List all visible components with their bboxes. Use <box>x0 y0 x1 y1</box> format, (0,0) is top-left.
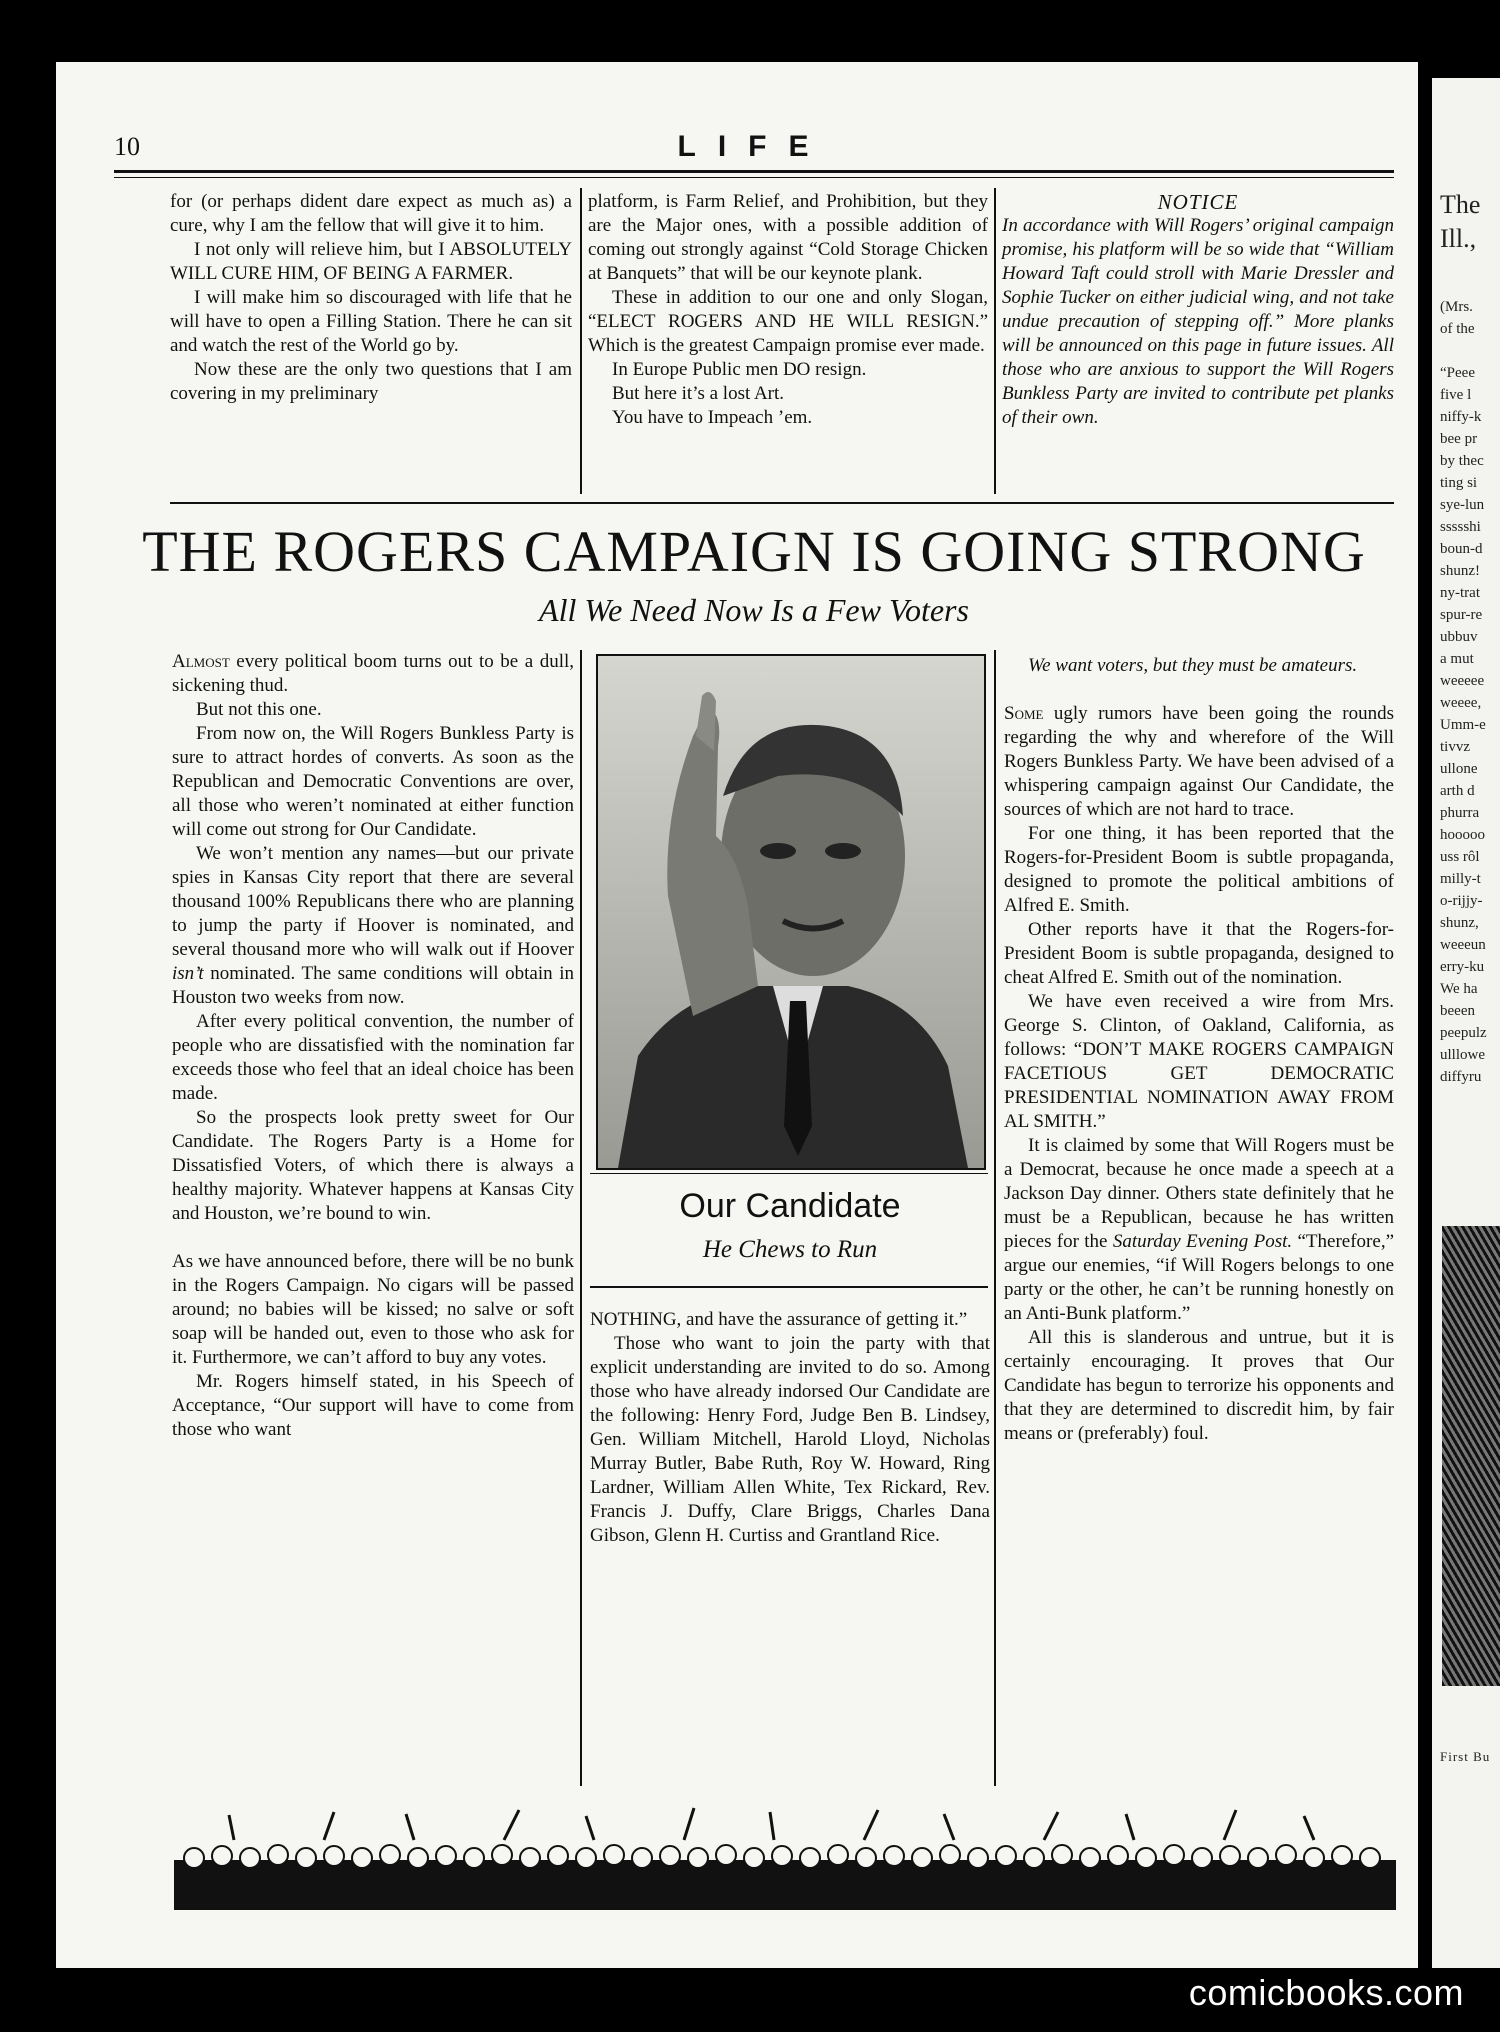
paragraph <box>172 842 574 1010</box>
paragraph: for (or perhaps dident dare expect as much as) a cure, why I am the fellow that will give it to him. <box>170 191 572 236</box>
notice-body: In accordance with Will Rogers’ original campaign promise, his platform will be so wide that “William Howard Taft could stroll with Marie Dressler and Sophie Tucker on either judicial wing, and not take undue precaution of stepping off.” More planks will be announced on this page in future issues. All those who are anxious to support the Will Rogers Bunkless Party are invited to contribute pet planks of their own. <box>1002 215 1394 428</box>
caption-rule <box>590 1173 988 1174</box>
adjacent-text-line: ssssshi <box>1440 519 1481 535</box>
photo-caption-title: Our Candidate <box>679 1187 901 1225</box>
adjacent-text-line: by thec <box>1440 453 1484 469</box>
adjacent-page <box>1432 78 1500 1968</box>
paragraph: From now on, the Will Rogers Bunkless Party is sure to attract hordes of converts. As soon as the Republican and Democratic Conventions are over, all those who weren’t nominated at either function will come out strong for Our Candidate. <box>172 723 574 840</box>
adjacent-text-lines <box>1432 296 1500 1088</box>
adjacent-text-line: diffyru <box>1440 1069 1482 1085</box>
intro-line: We want voters, but they must be amateurs. <box>1028 655 1358 676</box>
middle-column <box>590 1308 990 1548</box>
paragraph <box>172 650 574 698</box>
paragraph: I will make him so discouraged with life that he will have to open a Filling Station. There he can sit and watch the rest of the World go by. <box>170 287 572 356</box>
adjacent-text-line <box>1432 340 1500 362</box>
right-column <box>1004 654 1394 1446</box>
paragraph-text: “Therefore,” argue our enemies, “if Will Rogers belongs to one party or the other, he can’t be running honestly on an Anti-Bunk platform.” <box>1004 1231 1395 1324</box>
adjacent-text-line: ullone <box>1440 761 1478 777</box>
adjacent-text-line: ulllowe <box>1440 1047 1485 1063</box>
adjacent-title-line: Ill., <box>1440 224 1477 253</box>
paragraph: After every political convention, the number of people who are dissatisfied with the nomination far exceeds those who feel that an ideal choice has been made. <box>172 1011 574 1104</box>
paragraph: But not this one. <box>196 699 322 720</box>
notice-title: NOTICE <box>1157 190 1239 214</box>
header-rule <box>114 170 1394 173</box>
paragraph: I not only will relieve him, but I ABSOLUTELY WILL CURE HIM, OF BEING A FARMER. <box>170 239 572 284</box>
article-subhead: All We Need Now Is a Few Voters <box>539 592 969 628</box>
column-divider <box>580 188 582 494</box>
adjacent-text-line: hooooo <box>1440 827 1485 843</box>
caption-bottom-rule <box>590 1286 988 1288</box>
lead-word: Almost <box>172 651 230 672</box>
section-rule <box>170 502 1394 504</box>
adjacent-text-line: five l <box>1440 387 1472 403</box>
adjacent-text-line: tivvz <box>1440 739 1470 755</box>
adjacent-text-line: shunz, <box>1440 915 1479 931</box>
adjacent-caption: First Bu <box>1440 1749 1491 1764</box>
column-divider <box>580 650 582 1786</box>
candidate-photo <box>596 654 986 1170</box>
adjacent-title-line: The <box>1440 190 1481 219</box>
top-column-1 <box>170 190 572 406</box>
adjacent-text-line: spur-re <box>1440 607 1483 623</box>
adjacent-text-line: beeen <box>1440 1003 1475 1019</box>
paragraph: platform, is Farm Relief, and Prohibition, but they are the Major ones, with a possible addition of coming out strongly against “Cold Storage Chicken at Banquets” that will be our keynote plank. <box>588 191 988 284</box>
paragraph <box>1004 1134 1394 1326</box>
paragraph: NOTHING, and have the assurance of getting it.” <box>590 1309 968 1330</box>
adjacent-text-line: weeee, <box>1440 695 1482 711</box>
paragraph: You have to Impeach ’em. <box>612 407 813 428</box>
paragraph: Other reports have it that the Rogers-for-President Boom is subtle propaganda, designed to cheat Alfred E. Smith out of the nomination. <box>1004 919 1394 988</box>
emphasis: isn’t <box>172 963 204 984</box>
paragraph <box>1004 702 1394 822</box>
left-column <box>172 650 574 1442</box>
paragraph: All this is slanderous and untrue, but it is certainly encouraging. It proves that Our Candidate has begun to terrorize his opponents and that they are determined to discredit him, by fair means or (preferably) foul. <box>1004 1327 1394 1444</box>
paragraph-text: every political boom turns out to be a dull, sickening thud. <box>172 651 574 696</box>
top-column-2 <box>588 190 988 430</box>
adjacent-text-line: a mut <box>1440 651 1474 667</box>
watermark: comicbooks.com <box>1188 1972 1464 2013</box>
paragraph-text: nominated. The same conditions will obtain in Houston two weeks from now. <box>172 963 574 1008</box>
paragraph: We have even received a wire from Mrs. George S. Clinton, of Oakland, California, as follows: “DON’T MAKE ROGERS CAMPAIGN FACETIOUS GET DEMOCRATIC PRESIDENTIAL NOMINATION AWAY FROM AL SMITH.” <box>1004 991 1394 1132</box>
adjacent-text-line: niffy-k <box>1440 409 1482 425</box>
adjacent-text-line: o-rijjy- <box>1440 893 1483 909</box>
page-header <box>114 130 1394 170</box>
paragraph: Those who want to join the party with that explicit understanding are invited to do so. Among those who have already indorsed Our Candidate are the following: Henry Ford, Judge Ben B. Lindsey, Gen. William Mitchell, Harold Lloyd, Nicholas Murray Butler, Babe Ruth, Roy W. Howard, Ring Lardner, William Allen White, Tex Rickard, Rev. Francis J. Duffy, Clare Briggs, Charles Dana Gibson, Glenn H. Curtiss and Grantland Rice. <box>590 1333 990 1546</box>
publication-name: Saturday Evening Post. <box>1112 1231 1293 1252</box>
adjacent-text-line: arth d <box>1440 783 1475 799</box>
cheering-crowd-illustration <box>174 1800 1396 1910</box>
paragraph: These in addition to our one and only Slogan, “ELECT ROGERS AND HE WILL RESIGN.” Which is the greatest Campaign promise ever made. <box>588 287 988 356</box>
article-headline: THE ROGERS CAMPAIGN IS GOING STRONG <box>142 519 1366 584</box>
adjacent-text-line: We ha <box>1440 981 1478 997</box>
adjacent-text-line: bee pr <box>1440 431 1478 447</box>
paragraph-text: It is claimed by some that Will Rogers must be a Democrat, because he once made a speech at a Jackson Day dinner. Others state definitely that he must be a Republican, because he has written pieces for the <box>1004 1135 1394 1252</box>
adjacent-text-line: peepulz <box>1440 1025 1487 1041</box>
adjacent-text-line: erry-ku <box>1440 959 1485 975</box>
magazine-title: LIFE <box>677 130 831 163</box>
paragraph: But here it’s a lost Art. <box>612 383 785 404</box>
page-number: 10 <box>114 132 140 161</box>
adjacent-text-line: weeeun <box>1440 937 1486 953</box>
paragraph: As we have announced before, there will be no bunk in the Rogers Campaign. No cigars will be passed around; no babies will be kissed; no salve or soft soap will be handed out, even to those who ask for it. Furthermore, we can’t afford to buy any votes. <box>172 1251 574 1368</box>
adjacent-text-line: phurra <box>1440 805 1480 821</box>
paragraph: In Europe Public men DO resign. <box>612 359 867 380</box>
adjacent-text-line: weeeee <box>1440 673 1485 689</box>
portrait-illustration <box>598 656 984 1168</box>
adjacent-text-line: “Peee <box>1440 365 1475 381</box>
paragraph-text: ugly rumors have been going the rounds regarding the why and wherefore of the Will Rogers Bunkless Party. We have been advised of a whispering campaign against Our Candidate, the sources of which are not hard to trace. <box>1004 703 1394 820</box>
paragraph: So the prospects look pretty sweet for Our Candidate. The Rogers Party is a Home for Dissatisfied Voters, of which there is always a healthy majority. Whatever happens at Kansas City and Houston, we’re bound to win. <box>172 1107 574 1224</box>
lead-word: Some <box>1004 703 1044 724</box>
adjacent-text-line: ubbuv <box>1440 629 1478 645</box>
column-divider <box>994 650 996 1786</box>
notice-box <box>1002 190 1394 430</box>
header-rule-thin <box>114 177 1394 178</box>
column-divider <box>994 188 996 494</box>
paragraph: Now these are the only two questions that I am covering in my preliminary <box>170 359 572 404</box>
paragraph: For one thing, it has been reported that the Rogers-for-President Boom is subtle propaganda, designed to promote the political ambitions of Alfred E. Smith. <box>1004 823 1394 916</box>
adjacent-text-line: ting si <box>1440 475 1478 491</box>
adjacent-text-line: (Mrs. <box>1440 299 1473 315</box>
adjacent-text-line: sye-lun <box>1440 497 1485 513</box>
photo-caption-subtitle: He Chews to Run <box>702 1236 878 1263</box>
adjacent-illustration <box>1442 1226 1500 1686</box>
paragraph: Mr. Rogers himself stated, in his Speech of Acceptance, “Our support will have to come from those who want <box>172 1371 574 1440</box>
adjacent-text-line: shunz! <box>1440 563 1480 579</box>
adjacent-text-line: Umm-e <box>1440 717 1486 733</box>
adjacent-text-line: boun-d <box>1440 541 1483 557</box>
paragraph-text: We won’t mention any names—but our private spies in Kansas City report that there are several thousand 100% Republicans there who are planning to jump the party if Hoover is nominated, and several thousand more who will walk out if Hoover <box>172 843 574 960</box>
adjacent-text-line: milly-t <box>1440 871 1481 887</box>
adjacent-text-line: uss rôl <box>1440 849 1480 865</box>
adjacent-text-line: of the <box>1440 321 1475 337</box>
adjacent-text-line: ny-trat <box>1440 585 1480 601</box>
